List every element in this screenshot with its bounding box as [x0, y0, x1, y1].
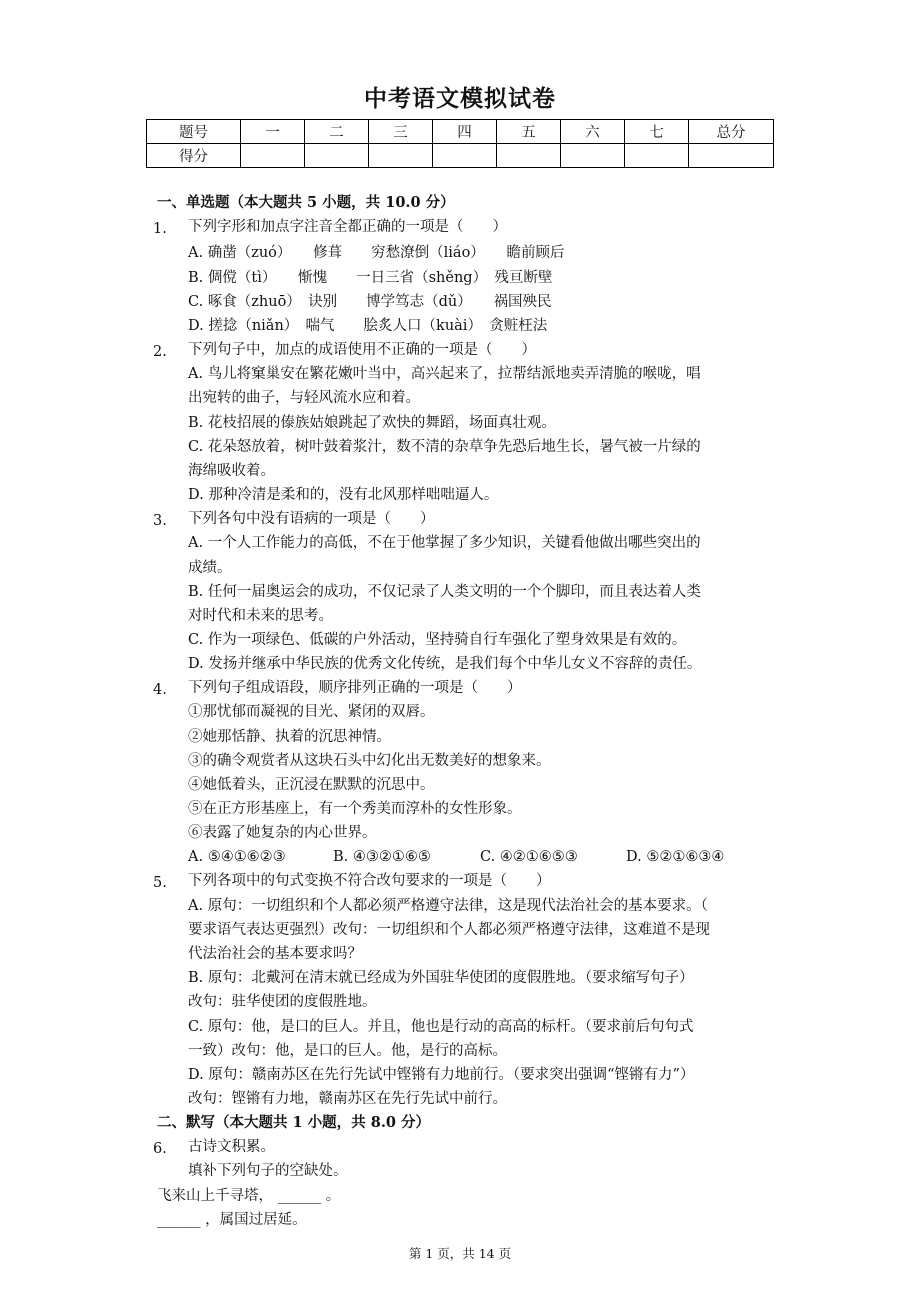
score-blank-cell — [369, 144, 433, 168]
question-stem: 下列句子组成语段，顺序排列正确的一项是（ ） — [188, 680, 522, 696]
option-line: ⑤在正方形基座上，有一个秀美而淳朴的女性形象。 — [188, 801, 522, 817]
option-line: A. 原句：一切组织和个人都必须严格遵守法律，这是现代法治社会的基本要求。（ — [188, 898, 708, 914]
choice-b: B. ④③②①⑥⑤ — [333, 849, 431, 865]
question-number: 2. — [153, 344, 167, 360]
option-line: A. 确凿（zuó） 修葺 穷愁潦倒（liáo） 瞻前顾后 — [188, 245, 565, 261]
fill-blank-line: ______ ，属国过居延。 — [157, 1212, 307, 1228]
score-blank-cell — [561, 144, 625, 168]
page-title: 中考语文模拟试卷 — [364, 85, 556, 112]
option-line: 出宛转的曲子，与轻风流水应和着。 — [188, 390, 420, 406]
option-line: ⑥表露了她复杂的内心世界。 — [188, 825, 377, 841]
score-cell-header: 二 — [305, 120, 369, 144]
score-blank-cell — [241, 144, 305, 168]
score-cell-header: 七 — [625, 120, 689, 144]
choice-a: A. ⑤④①⑥②③ — [188, 849, 286, 865]
score-blank-cell — [497, 144, 561, 168]
question-stem: 下列句子中，加点的成语使用不正确的一项是（ ） — [188, 342, 536, 358]
question-number: 3. — [153, 513, 167, 529]
score-blank-cell — [433, 144, 497, 168]
option-line: ①那忧郁而凝视的目光、紧闭的双唇。 — [188, 704, 435, 720]
score-table-header-row — [147, 120, 774, 144]
question-number: 4. — [153, 682, 167, 698]
page-footer: 第 1 页，共 14 页 — [408, 1246, 512, 1261]
option-line: 一致）改句：他，是口的巨人。他，是行的高标。 — [188, 1043, 507, 1059]
score-cell-header: 一 — [241, 120, 305, 144]
option-line: D. 发扬并继承中华民族的优秀文化传统，是我们每个中华儿女义不容辞的责任。 — [188, 656, 702, 672]
option-line: 成绩。 — [188, 560, 232, 576]
option-line: D. 那种冷清是柔和的，没有北风那样咄咄逼人。 — [188, 487, 499, 503]
option-line: ③的确令观赏者从这块石头中幻化出无数美好的想象来。 — [188, 753, 551, 769]
option-line: ②她那恬静、执着的沉思神情。 — [188, 729, 391, 745]
option-line: B. 任何一届奥运会的成功，不仅记录了人类文明的一个个脚印，而且表达着人类 — [188, 584, 701, 600]
score-table — [146, 119, 774, 168]
option-line: 要求语气表达更强烈）改句：一切组织和个人都必须严格遵守法律，这难道不是现 — [188, 922, 710, 938]
option-line: B. 花枝招展的傣族姑娘跳起了欢快的舞蹈，场面真壮观。 — [188, 415, 556, 431]
score-row-label: 得分 — [147, 144, 241, 168]
question-number: 5. — [153, 875, 167, 891]
option-line: A. 鸟儿将窠巢安在繁花嫩叶当中，高兴起来了，拉帮结派地卖弄清脆的喉咙，唱 — [188, 366, 701, 382]
score-blank-cell — [689, 144, 774, 168]
question-stem: 古诗文积累。 — [188, 1139, 275, 1155]
option-line: 代法治社会的基本要求吗？ — [188, 946, 362, 962]
score-cell-label: 题号 — [147, 120, 241, 144]
question-stem: 下列各项中的句式变换不符合改句要求的一项是（ ） — [188, 873, 551, 889]
question-stem: 下列字形和加点字注音全都正确的一项是（ ） — [188, 219, 507, 235]
option-line: 改句：驻华使团的度假胜地。 — [188, 994, 377, 1010]
section-heading: 二、默写（本大题共 1 小题，共 8.0 分） — [157, 1114, 431, 1131]
option-line: A. 一个人工作能力的高低，不在于他掌握了多少知识，关键看他做出哪些突出的 — [188, 535, 701, 551]
option-line: C. 花朵怒放着，树叶鼓着浆汁，数不清的杂草争先恐后地生长，暑气被一片绿的 — [188, 439, 701, 455]
option-line: C. 原句：他，是口的巨人。并且，他也是行动的高高的标杆。（要求前后句句式 — [188, 1019, 694, 1035]
score-cell-header: 六 — [561, 120, 625, 144]
question-number: 1. — [153, 221, 167, 237]
option-line: 对时代和未来的思考。 — [188, 608, 333, 624]
score-cell-total: 总分 — [689, 120, 774, 144]
option-line: C. 作为一项绿色、低碳的户外活动，坚持骑自行车强化了塑身效果是有效的。 — [188, 632, 687, 648]
score-cell-header: 五 — [497, 120, 561, 144]
question-stem: 下列各句中没有语病的一项是（ ） — [188, 511, 435, 527]
option-line: C. 啄食（zhuō） 诀别 博学笃志（dǔ） 祸国殃民 — [188, 294, 552, 310]
score-cell-header: 三 — [369, 120, 433, 144]
option-line: B. 倜傥（tì） 惭愧 一日三省（shěng） 残亘断壁 — [188, 270, 553, 286]
instruction-line: 填补下列句子的空缺处。 — [188, 1163, 348, 1179]
option-line: D. 原句：赣南苏区在先行先试中铿锵有力地前行。（要求突出强调“铿锵有力”） — [188, 1067, 695, 1083]
option-line: 海绵吸收着。 — [188, 463, 275, 479]
score-table-score-row — [147, 144, 774, 168]
choice-d: D. ⑤②①⑥③④ — [626, 849, 725, 865]
score-blank-cell — [305, 144, 369, 168]
section-heading: 一、单选题（本大题共 5 小题，共 10.0 分） — [157, 194, 455, 211]
question-number: 6. — [153, 1141, 167, 1157]
option-line: ④她低着头，正沉浸在默默的沉思中。 — [188, 777, 435, 793]
option-line: B. 原句：北戴河在清末就已经成为外国驻华使团的度假胜地。（要求缩写句子） — [188, 970, 694, 986]
choice-c: C. ④②①⑥⑤③ — [480, 849, 578, 865]
option-line: 改句：铿锵有力地，赣南苏区在先行先试中前行。 — [188, 1091, 507, 1107]
score-cell-header: 四 — [433, 120, 497, 144]
option-line: D. 搓捻（niǎn） 喘气 脍炙人口（kuài） 贪赃枉法 — [188, 318, 548, 334]
fill-blank-line: 飞来山上千寻塔， ______ 。 — [157, 1188, 341, 1204]
score-blank-cell — [625, 144, 689, 168]
